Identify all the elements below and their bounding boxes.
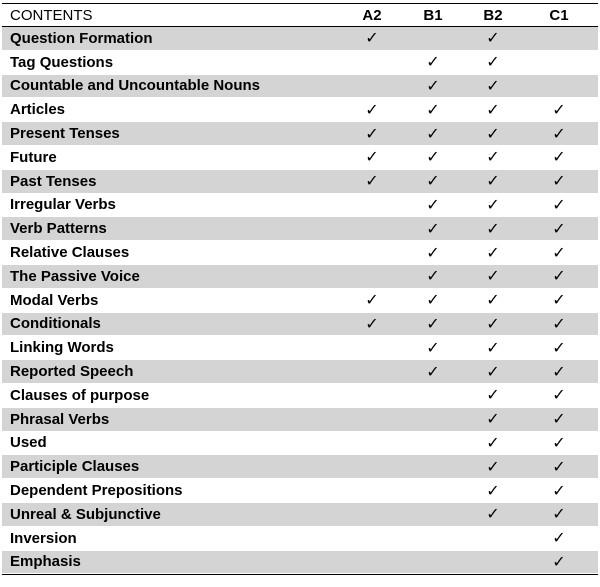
check-icon-b2: ✓ <box>486 315 500 333</box>
check-icon-b2: ✓ <box>486 458 500 476</box>
topic-label: Dependent Prepositions <box>10 482 183 500</box>
check-icon-b2: ✓ <box>486 77 500 95</box>
topic-label: Conditionals <box>10 315 101 333</box>
check-icon-c1: ✓ <box>552 125 566 143</box>
topic-label: Modal Verbs <box>10 291 99 309</box>
topic-label: Past Tenses <box>10 172 97 190</box>
check-icon-a2: ✓ <box>365 30 379 48</box>
table-row <box>2 75 598 99</box>
table-row <box>2 98 598 122</box>
check-icon-c1: ✓ <box>552 173 566 191</box>
check-icon-a2: ✓ <box>365 315 379 333</box>
table-row <box>2 551 598 575</box>
table-row <box>2 289 598 313</box>
check-icon-c1: ✓ <box>552 363 566 381</box>
topic-label: Participle Clauses <box>10 458 140 476</box>
check-icon-c1: ✓ <box>552 244 566 262</box>
table-row <box>2 265 598 289</box>
check-icon-b1: ✓ <box>426 339 440 357</box>
topic-label: The Passive Voice <box>10 267 140 285</box>
topic-label: Clauses of purpose <box>10 386 150 404</box>
topic-label: Relative Clauses <box>10 244 130 262</box>
check-icon-c1: ✓ <box>552 268 566 286</box>
check-icon-a2: ✓ <box>365 292 379 310</box>
check-icon-c1: ✓ <box>552 196 566 214</box>
check-icon-c1: ✓ <box>552 387 566 405</box>
check-icon-b2: ✓ <box>486 268 500 286</box>
check-icon-c1: ✓ <box>552 149 566 167</box>
contents-table <box>2 3 598 575</box>
check-icon-c1: ✓ <box>552 530 566 548</box>
check-icon-b2: ✓ <box>486 220 500 238</box>
topic-label: Unreal & Subjunctive <box>10 505 161 523</box>
topic-label: Tag Questions <box>10 53 114 71</box>
check-icon-c1: ✓ <box>552 553 566 571</box>
table-row <box>2 527 598 551</box>
check-icon-c1: ✓ <box>552 411 566 429</box>
table-header-row <box>2 4 598 27</box>
check-icon-b2: ✓ <box>486 434 500 452</box>
header-level-c1: C1 <box>549 6 569 24</box>
table-row <box>2 194 598 218</box>
table-row <box>2 146 598 170</box>
check-icon-b1: ✓ <box>426 101 440 119</box>
topic-label: Future <box>10 148 57 166</box>
check-icon-b2: ✓ <box>486 339 500 357</box>
check-icon-b2: ✓ <box>486 482 500 500</box>
table-row <box>2 313 598 337</box>
check-icon-b2: ✓ <box>486 411 500 429</box>
check-icon-c1: ✓ <box>552 339 566 357</box>
topic-label: Question Formation <box>10 29 153 47</box>
topic-label: Reported Speech <box>10 363 134 381</box>
check-icon-a2: ✓ <box>365 101 379 119</box>
check-icon-b2: ✓ <box>486 149 500 167</box>
topic-label: Linking Words <box>10 339 114 357</box>
check-icon-b2: ✓ <box>486 196 500 214</box>
check-icon-b1: ✓ <box>426 315 440 333</box>
table-row <box>2 455 598 479</box>
check-icon-b2: ✓ <box>486 54 500 72</box>
topic-label: Inversion <box>10 529 77 547</box>
header-level-b2: B2 <box>483 6 503 24</box>
table-row <box>2 51 598 75</box>
table-row <box>2 122 598 146</box>
table-row <box>2 27 598 51</box>
check-icon-b1: ✓ <box>426 220 440 238</box>
table-row <box>2 241 598 265</box>
check-icon-a2: ✓ <box>365 149 379 167</box>
check-icon-a2: ✓ <box>365 125 379 143</box>
check-icon-b1: ✓ <box>426 196 440 214</box>
topic-label: Countable and Uncountable Nouns <box>10 77 260 95</box>
header-contents: CONTENTS <box>10 6 93 24</box>
table-row <box>2 408 598 432</box>
check-icon-a2: ✓ <box>365 173 379 191</box>
topic-label: Emphasis <box>10 553 81 571</box>
header-level-a2: A2 <box>362 6 382 24</box>
table-row <box>2 217 598 241</box>
check-icon-b1: ✓ <box>426 125 440 143</box>
check-icon-b1: ✓ <box>426 268 440 286</box>
check-icon-b1: ✓ <box>426 244 440 262</box>
check-icon-b2: ✓ <box>486 173 500 191</box>
check-icon-c1: ✓ <box>552 315 566 333</box>
table-row <box>2 432 598 456</box>
topic-label: Used <box>10 434 47 452</box>
check-icon-c1: ✓ <box>552 220 566 238</box>
check-icon-b2: ✓ <box>486 101 500 119</box>
check-icon-c1: ✓ <box>552 506 566 524</box>
table-row <box>2 360 598 384</box>
check-icon-b1: ✓ <box>426 292 440 310</box>
check-icon-b2: ✓ <box>486 244 500 262</box>
table-row <box>2 170 598 194</box>
table-row <box>2 479 598 503</box>
check-icon-b1: ✓ <box>426 173 440 191</box>
check-icon-c1: ✓ <box>552 482 566 500</box>
check-icon-c1: ✓ <box>552 101 566 119</box>
check-icon-b1: ✓ <box>426 77 440 95</box>
topic-label: Phrasal Verbs <box>10 410 110 428</box>
topic-label: Articles <box>10 101 66 119</box>
header-level-b1: B1 <box>423 6 443 24</box>
table-row <box>2 384 598 408</box>
table-row <box>2 336 598 360</box>
check-icon-b1: ✓ <box>426 149 440 167</box>
check-icon-b2: ✓ <box>486 387 500 405</box>
check-icon-b1: ✓ <box>426 363 440 381</box>
check-icon-b2: ✓ <box>486 30 500 48</box>
check-icon-c1: ✓ <box>552 458 566 476</box>
topic-label: Present Tenses <box>10 125 120 143</box>
check-icon-c1: ✓ <box>552 434 566 452</box>
check-icon-c1: ✓ <box>552 292 566 310</box>
check-icon-b2: ✓ <box>486 125 500 143</box>
table-body <box>2 27 598 574</box>
check-icon-b2: ✓ <box>486 506 500 524</box>
topic-label: Irregular Verbs <box>10 196 116 214</box>
table-row <box>2 503 598 527</box>
check-icon-b1: ✓ <box>426 54 440 72</box>
topic-label: Verb Patterns <box>10 220 107 238</box>
check-icon-b2: ✓ <box>486 292 500 310</box>
check-icon-b2: ✓ <box>486 363 500 381</box>
